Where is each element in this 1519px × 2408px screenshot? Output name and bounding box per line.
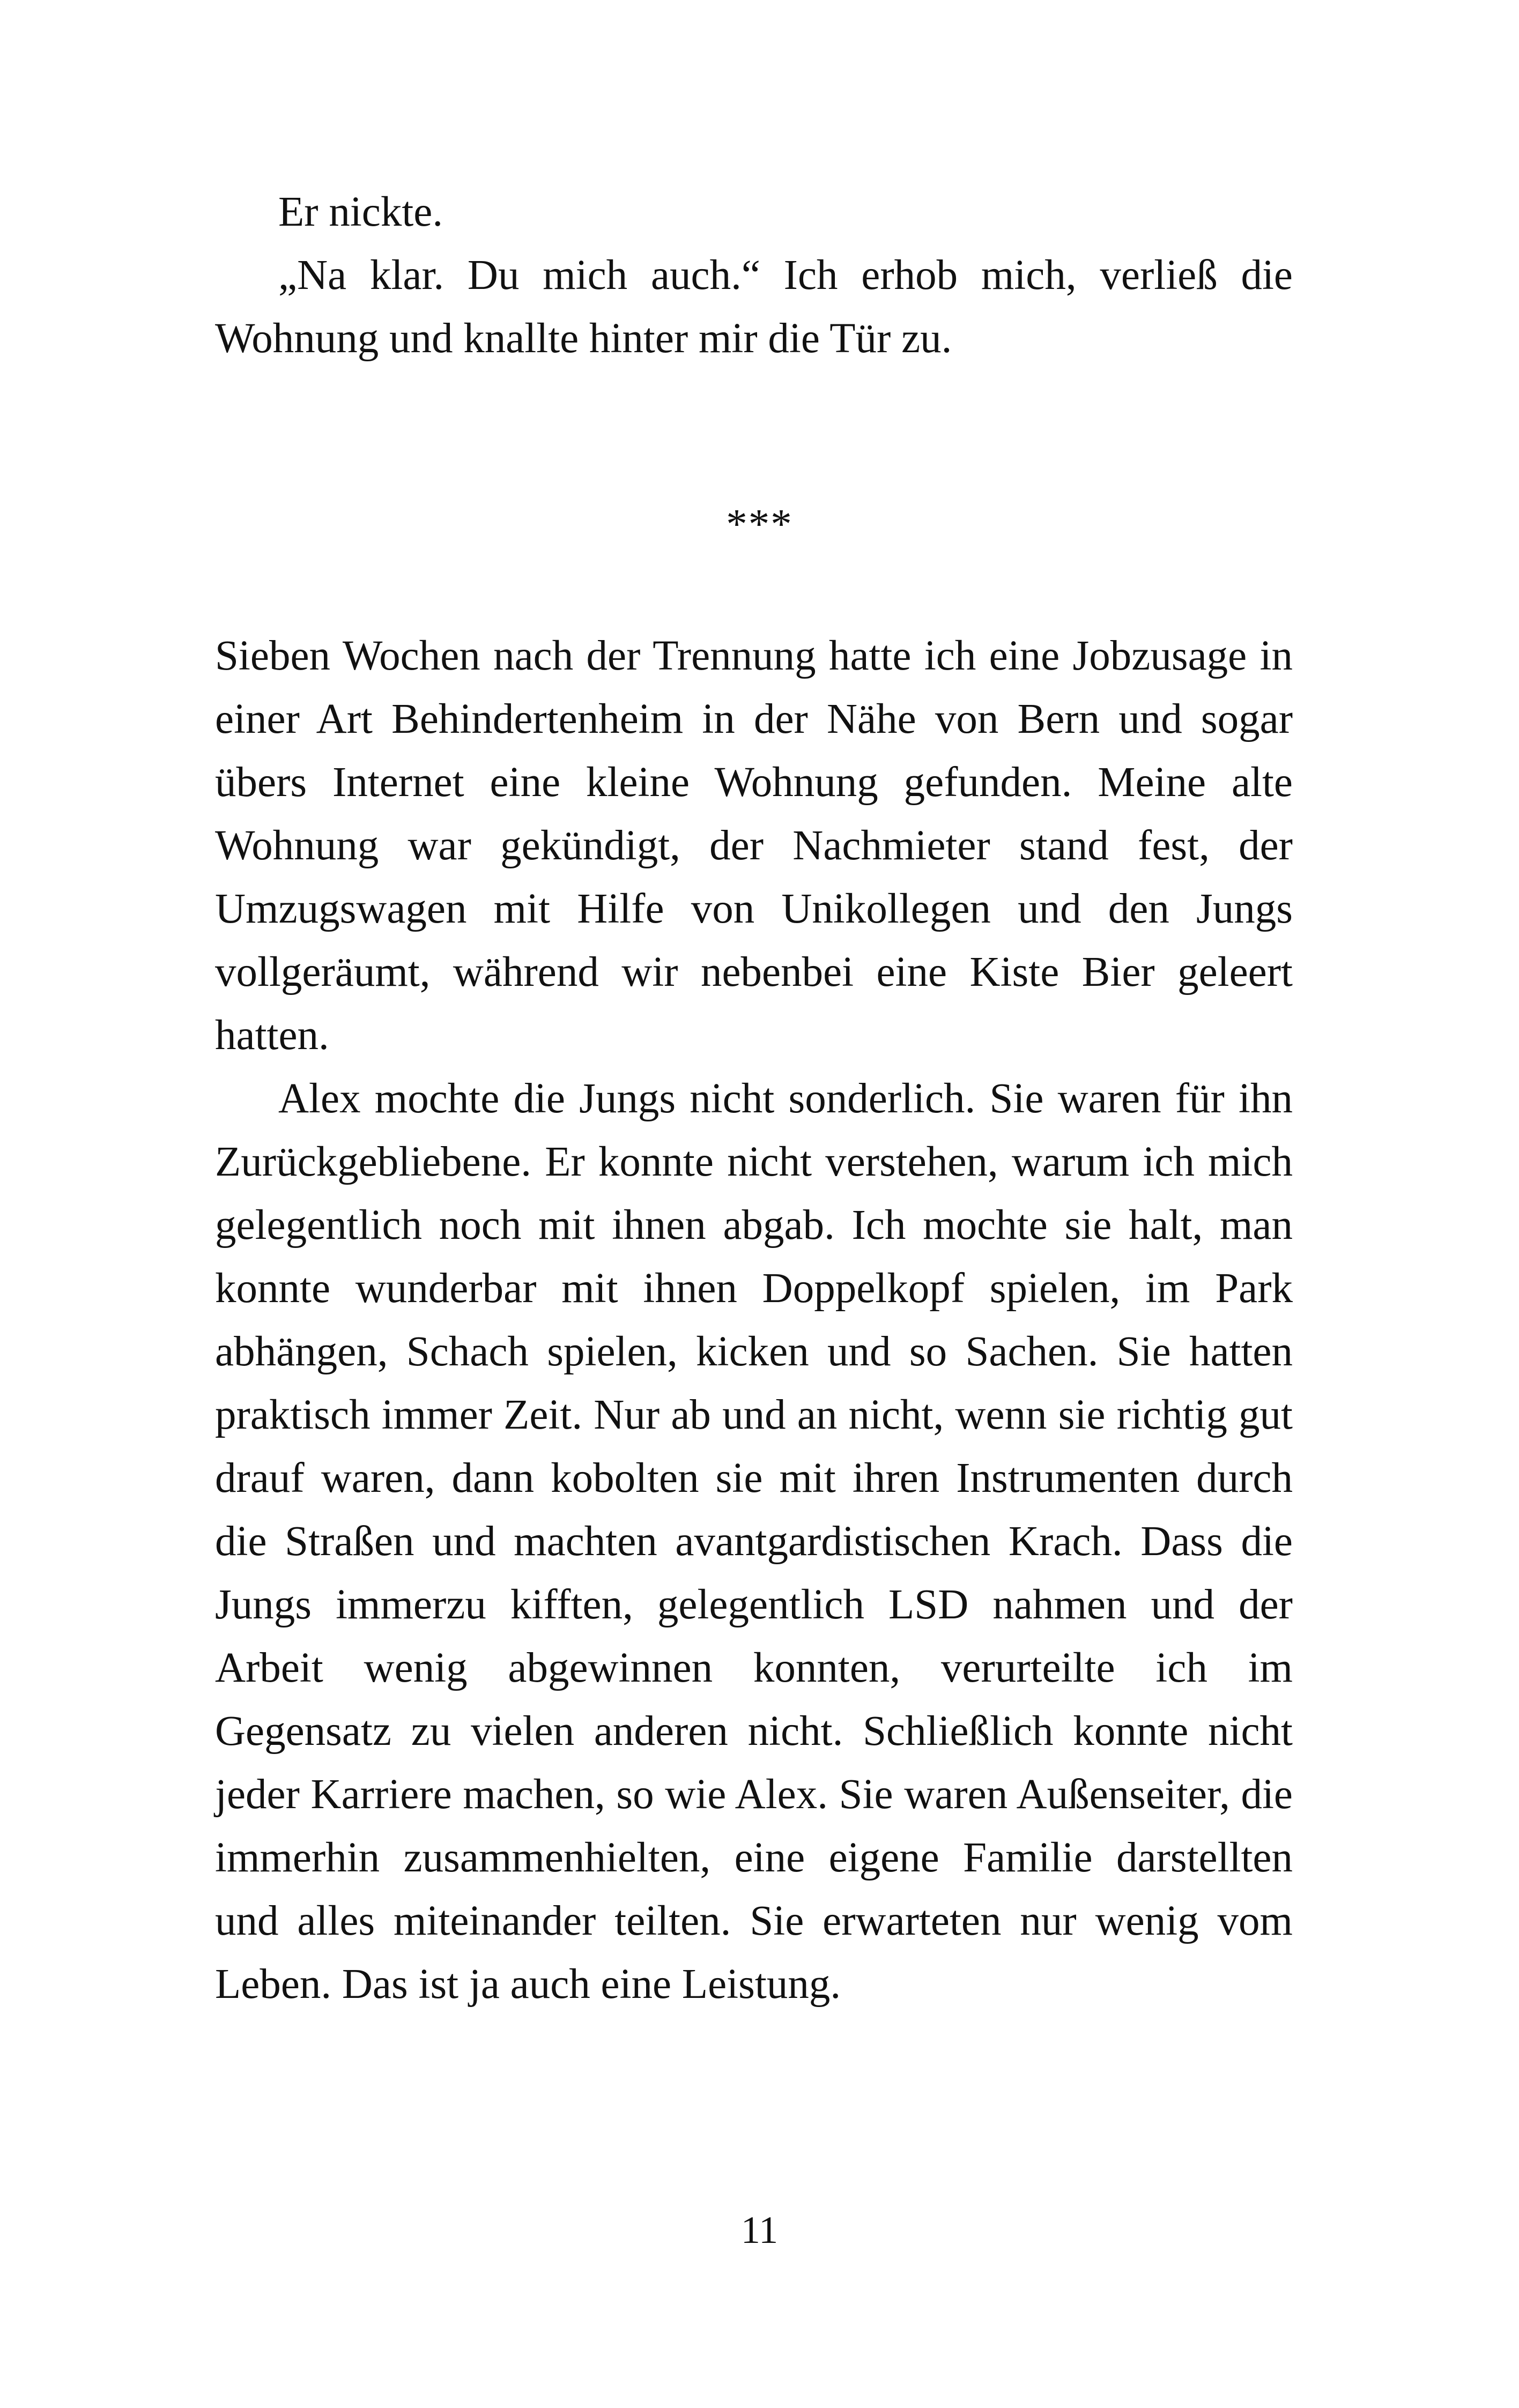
scene-break: ***	[726, 501, 793, 548]
top-text-block	[215, 181, 1293, 370]
paragraph-alex-mochte: Alex mochte die Jungs nicht sonderlich. Sie waren für ihn Zurückgebliebene. Er konnte nicht verstehen, warum ich mich gelegentlich noch mit ihnen abgab. Ich mochte sie halt, man konnte wunderbar mit ihnen Doppelkopf spielen, im Park abhängen, Schach spielen, kicken und so Sachen. Sie hatten praktisch immer Zeit. Nur ab und an nicht, wenn sie richtig gut drauf waren, dann kobolten sie mit ihren Instrumenten durch die Straßen und machten avantgardistischen Krach. Dass die Jungs immerzu kifften, gelegentlich LSD nahmen und der Arbeit wenig abgewinnen konnten, verurteilte ich im Gegensatz zu vielen anderen nicht. Schließlich konnte nicht jeder Karriere machen, so wie Alex. Sie waren Außenseiter, die immerhin zusammenhielten, eine eigene Familie darstellten und alles miteinander teilten. Sie erwarteten nur wenig vom Leben. Das ist ja auch eine Leistung.	[215, 1075, 1293, 2008]
page-number: 11	[740, 2209, 779, 2251]
paragraph-sieben-wochen: Sieben Wochen nach der Trennung hatte ich eine Jobzusage in einer Art Behindertenheim in der Nähe von Bern und sogar übers Internet eine kleine Wohnung gefunden. Meine alte Wohnung war gekündigt, der Nachmieter stand fest, der Umzugswagen mit Hilfe von Unikollegen und den Jungs vollgeräumt, während wir nebenbei eine Kiste Bier geleert hatten.	[215, 633, 1293, 1059]
main-text-block	[215, 625, 1293, 2016]
paragraph-dialogue: „Na klar. Du mich auch.“ Ich erhob mich, verließ die Wohnung und knallte hinter mir die Tür zu.	[215, 252, 1293, 362]
paragraph-er-nickte: Er nickte.	[278, 189, 443, 235]
